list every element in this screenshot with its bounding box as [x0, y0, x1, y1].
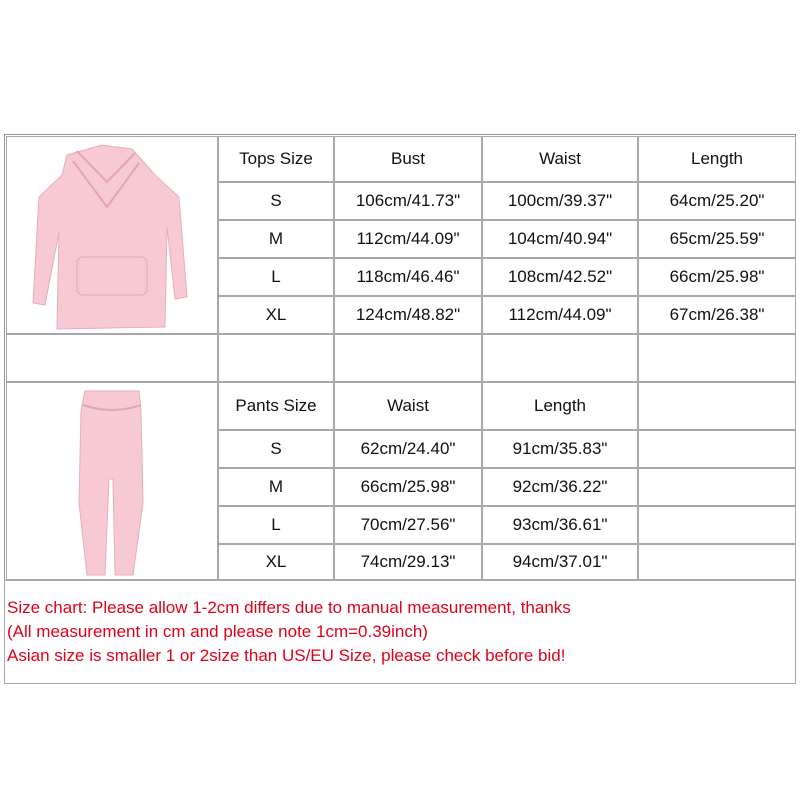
empty-cell [638, 382, 796, 430]
tops-row-m-length: 65cm/25.59" [638, 220, 796, 258]
pants-row-m-waist: 66cm/25.98" [334, 468, 482, 506]
pants-row-l-size: L [218, 506, 334, 544]
pants-row-xl-waist: 74cm/29.13" [334, 544, 482, 580]
pants-row-l-waist: 70cm/27.56" [334, 506, 482, 544]
empty-cell [638, 544, 796, 580]
tops-row-s-length: 64cm/25.20" [638, 182, 796, 220]
spacer-cell [334, 334, 482, 382]
spacer-cell [638, 334, 796, 382]
spacer-cell [218, 334, 334, 382]
tops-row-s-waist: 100cm/39.37" [482, 182, 638, 220]
tops-row-s-bust: 106cm/41.73" [334, 182, 482, 220]
tops-row-xl-size: XL [218, 296, 334, 334]
tops-header-length: Length [638, 136, 796, 182]
pants-row-s-waist: 62cm/24.40" [334, 430, 482, 468]
tops-row-xl-length: 67cm/26.38" [638, 296, 796, 334]
empty-cell [638, 506, 796, 544]
pants-row-xl-size: XL [218, 544, 334, 580]
pants-row-xl-length: 94cm/37.01" [482, 544, 638, 580]
pants-header-size: Pants Size [218, 382, 334, 430]
pants-header-length: Length [482, 382, 638, 430]
hoodie-image [7, 137, 217, 333]
note-line-3: Asian size is smaller 1 or 2size than US/EU Size, please check before bid! [7, 646, 566, 665]
hoodie-image-cell [6, 136, 218, 334]
tops-row-m-size: M [218, 220, 334, 258]
tops-row-m-bust: 112cm/44.09" [334, 220, 482, 258]
tops-row-xl-bust: 124cm/48.82" [334, 296, 482, 334]
empty-cell [638, 430, 796, 468]
tops-header-waist: Waist [482, 136, 638, 182]
note-line-2: (All measurement in cm and please note 1cm=0.39inch) [7, 622, 428, 641]
pants-row-l-length: 93cm/36.61" [482, 506, 638, 544]
pants-row-m-size: M [218, 468, 334, 506]
pants-header-waist: Waist [334, 382, 482, 430]
empty-cell [638, 468, 796, 506]
pants-row-s-size: S [218, 430, 334, 468]
tops-header-size: Tops Size [218, 136, 334, 182]
tops-row-xl-waist: 112cm/44.09" [482, 296, 638, 334]
tops-row-l-waist: 108cm/42.52" [482, 258, 638, 296]
tops-row-l-bust: 118cm/46.46" [334, 258, 482, 296]
tops-row-l-length: 66cm/25.98" [638, 258, 796, 296]
tops-row-l-size: L [218, 258, 334, 296]
spacer-cell [482, 334, 638, 382]
spacer-cell [6, 334, 218, 382]
tops-row-s-size: S [218, 182, 334, 220]
tops-header-bust: Bust [334, 136, 482, 182]
pants-image-cell [6, 382, 218, 580]
pants-image [7, 383, 217, 579]
note-line-1: Size chart: Please allow 1-2cm differs due to manual measurement, thanks [7, 598, 571, 617]
pants-row-m-length: 92cm/36.22" [482, 468, 638, 506]
tops-row-m-waist: 104cm/40.94" [482, 220, 638, 258]
pants-row-s-length: 91cm/35.83" [482, 430, 638, 468]
